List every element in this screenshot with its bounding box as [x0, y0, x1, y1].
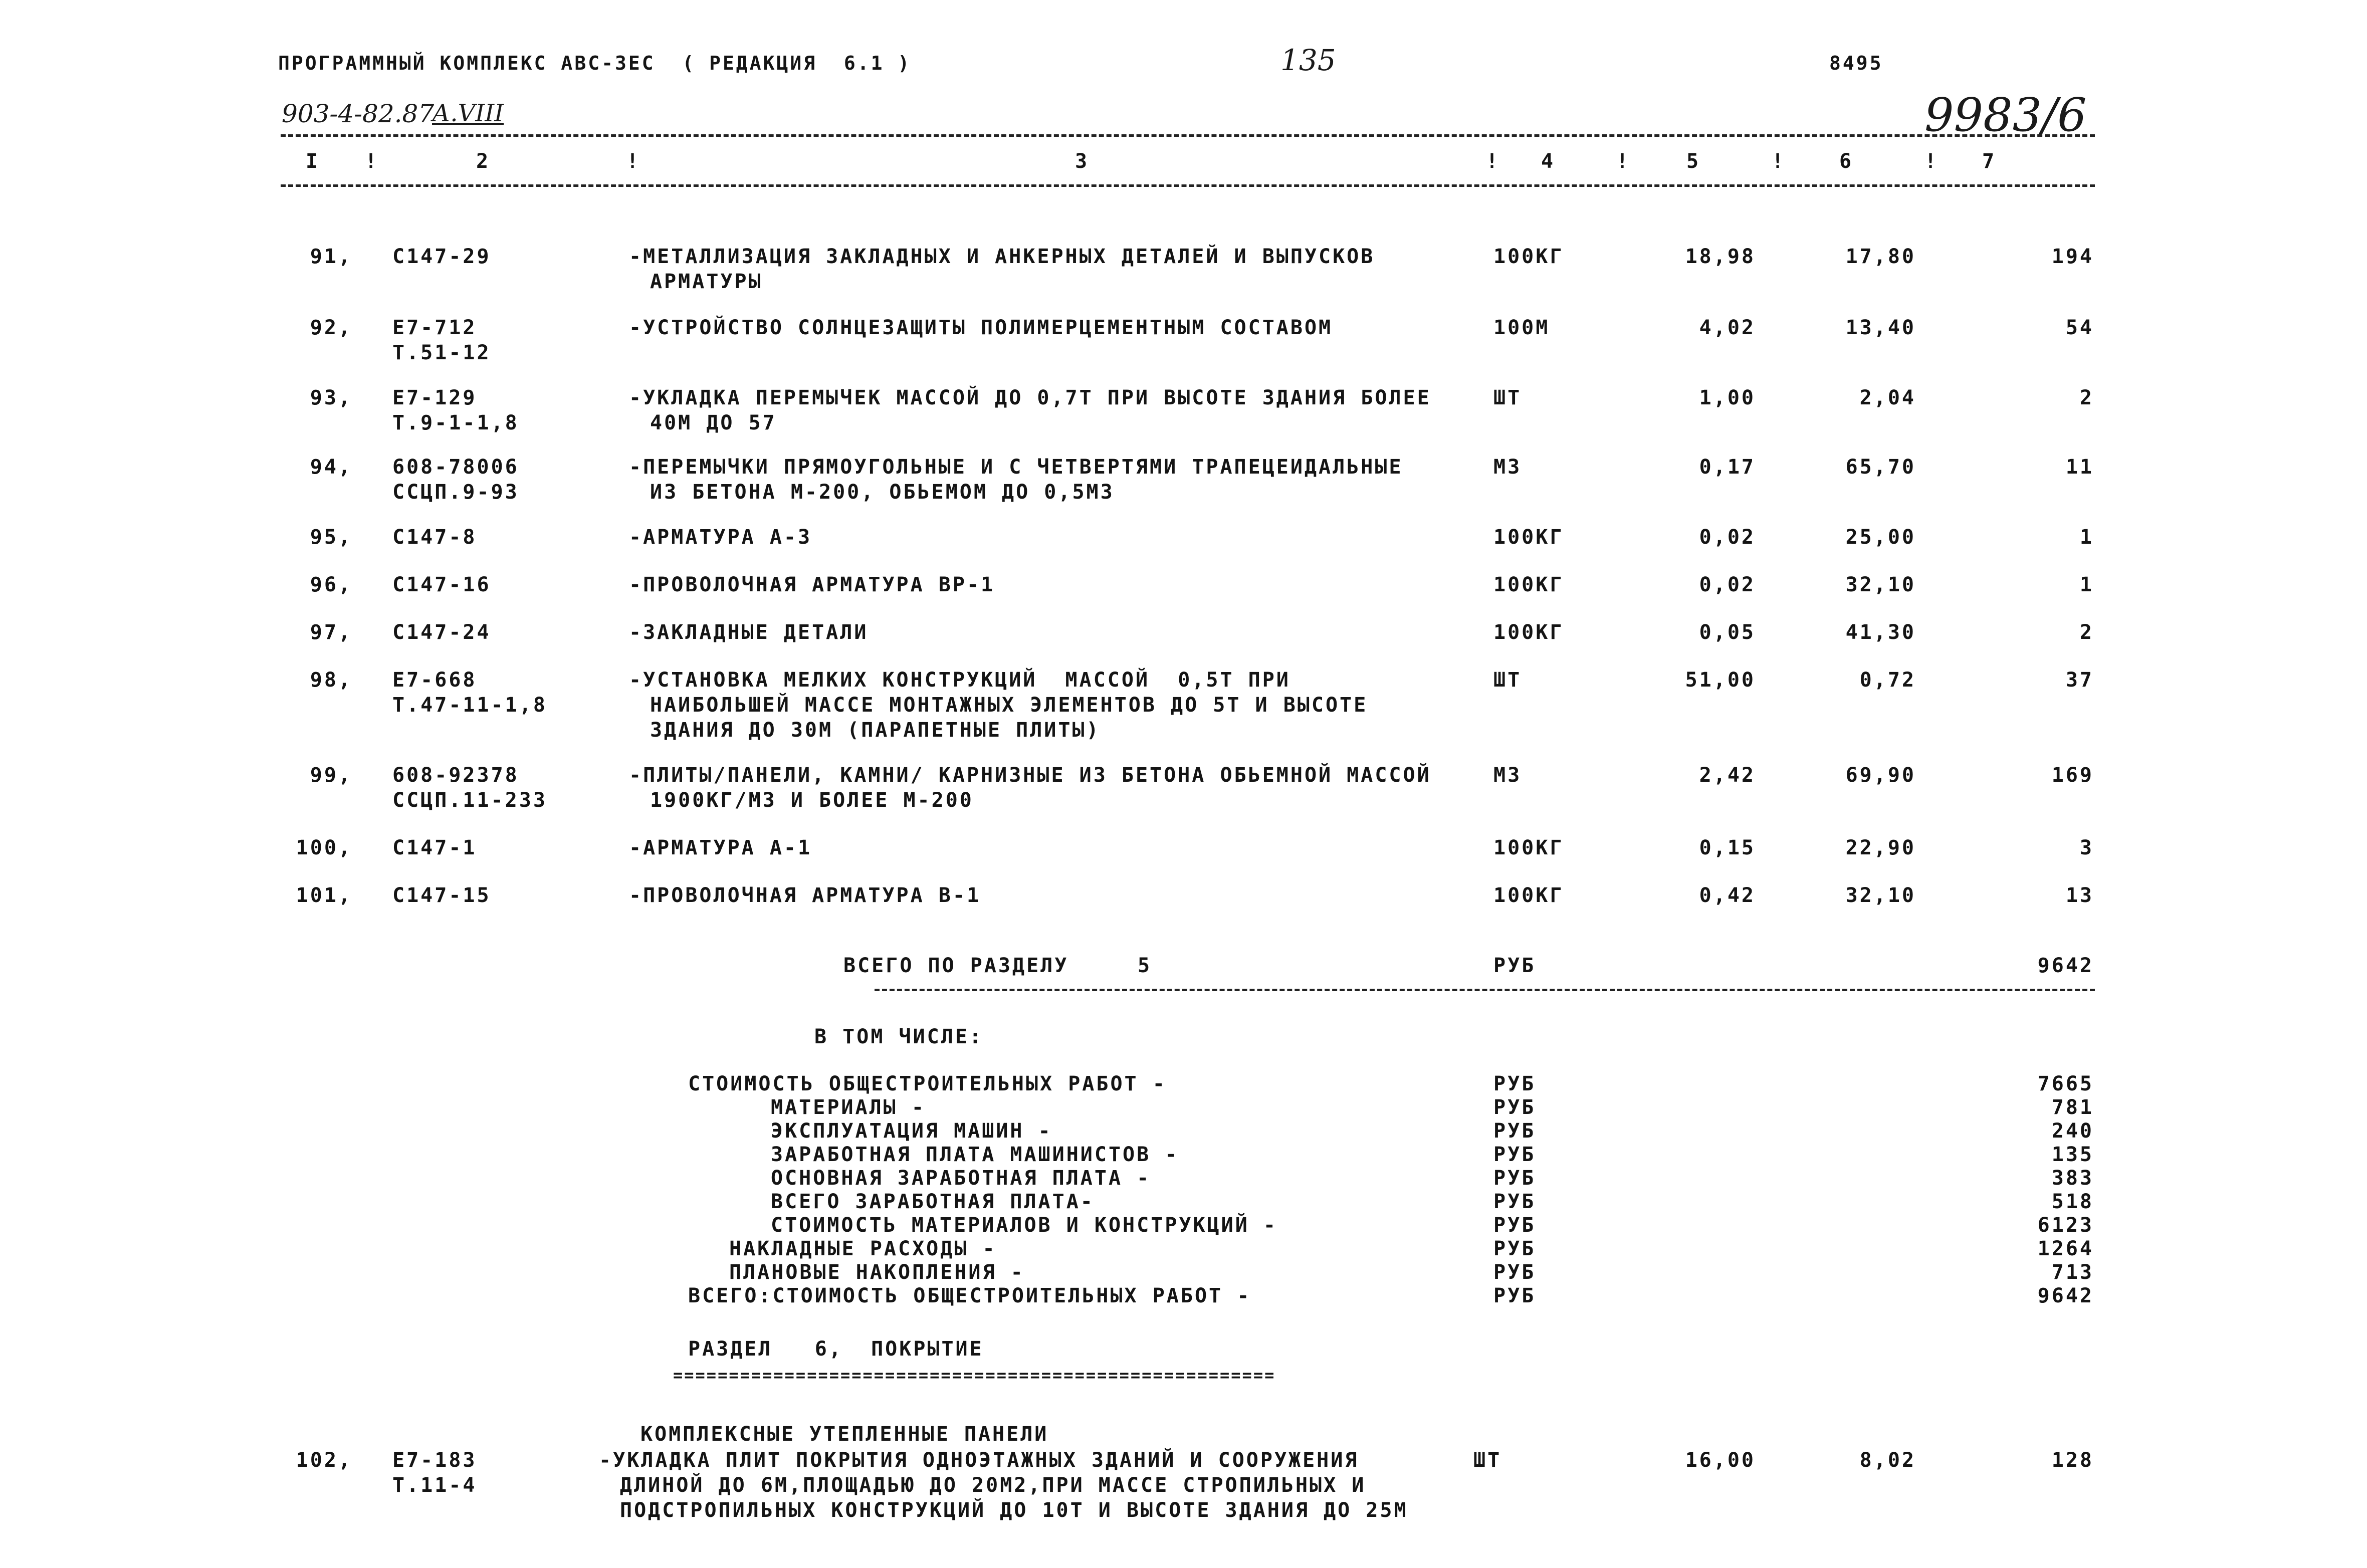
work-description: -ЗАКЛАДНЫЕ ДЕТАЛИ: [629, 621, 869, 644]
work-description: -ПЛИТЫ/ПАНЕЛИ, КАМНИ/ КАРНИЗНЫЕ ИЗ БЕТОНА ОБЬЕМНОЙ МАССОЙ: [629, 764, 1431, 787]
quantity: 0,42: [1699, 884, 1756, 907]
total-cost: 2: [2079, 386, 2094, 409]
work-description: 1900КГ/М3 И БОЛЕЕ М-200: [650, 789, 974, 812]
breakdown-label: ВСЕГО:СТОИМОСТЬ ОБЩЕСТРОИТЕЛЬНЫХ РАБОТ -: [688, 1284, 1251, 1307]
unit-price: 22,90: [1845, 836, 1916, 859]
unit: 100КГ: [1493, 884, 1564, 907]
row-number: 98,: [310, 668, 352, 692]
row-number: 91,: [310, 245, 352, 268]
breakdown-label: СТОИМОСТЬ МАТЕРИАЛОВ И КОНСТРУКЦИЙ -: [771, 1214, 1277, 1237]
col-num-6: 6: [1839, 150, 1854, 173]
row-number: 94,: [310, 456, 352, 479]
col-num-7: 7: [1982, 150, 1997, 173]
quantity: 16,00: [1685, 1449, 1756, 1472]
program-title: ПРОГРАММНЫЙ КОМПЛЕКС АВС-3ЕС ( РЕДАКЦИЯ 6.1 ): [278, 52, 912, 74]
section-heading: РАЗДЕЛ 6, ПОКРЫТИЕ: [688, 1337, 984, 1361]
unit-price: 65,70: [1845, 456, 1916, 479]
quantity: 51,00: [1685, 668, 1756, 692]
including-label: В ТОМ ЧИСЛЕ:: [814, 1025, 983, 1048]
rate-code: Е7-668: [392, 668, 477, 692]
rate-table-ref: Т.11-4: [392, 1474, 477, 1497]
col-sep-4: !: [1486, 150, 1500, 173]
breakdown-unit: РУБ: [1493, 1284, 1536, 1307]
row-number: 93,: [310, 386, 352, 409]
breakdown-label: ЭКСПЛУАТАЦИЯ МАШИН -: [771, 1119, 1052, 1143]
unit: ШТ: [1493, 386, 1522, 409]
header-rule-bottom: [281, 184, 2095, 187]
rate-code: С147-16: [392, 573, 491, 596]
col-sep-2: !: [365, 150, 379, 173]
work-description: 40М ДО 57: [650, 411, 777, 434]
rate-table-ref: Т.47-11-1,8: [392, 694, 547, 717]
breakdown-unit: РУБ: [1493, 1096, 1536, 1119]
section-total-number: 5: [1138, 954, 1152, 977]
col-sep-3: !: [626, 150, 641, 173]
col-sep-7: !: [1924, 150, 1939, 173]
rate-code: С147-24: [392, 621, 491, 644]
total-cost: 169: [2051, 764, 2094, 787]
breakdown-value: 135: [2051, 1143, 2094, 1166]
total-cost: 54: [2065, 316, 2094, 339]
total-cost: 2: [2079, 621, 2094, 644]
unit: 100КГ: [1493, 836, 1564, 859]
breakdown-label: СТОИМОСТЬ ОБЩЕСТРОИТЕЛЬНЫХ РАБОТ -: [688, 1072, 1167, 1095]
breakdown-unit: РУБ: [1493, 1072, 1536, 1095]
breakdown-unit: РУБ: [1493, 1190, 1536, 1213]
rate-table-ref: Т.51-12: [392, 341, 491, 364]
quantity: 4,02: [1699, 316, 1756, 339]
unit: 100КГ: [1493, 621, 1564, 644]
work-description: ИЗ БЕТОНА М-200, ОБЬЕМОМ ДО 0,5М3: [650, 481, 1115, 504]
col-num-2: 2: [476, 150, 491, 173]
unit: М3: [1493, 764, 1522, 787]
row-number: 99,: [310, 764, 352, 787]
breakdown-value: 383: [2051, 1167, 2094, 1190]
work-description: -ПРОВОЛОЧНАЯ АРМАТУРА В-1: [629, 884, 981, 907]
col-num-4: 4: [1541, 150, 1556, 173]
group-title: КОМПЛЕКСНЫЕ УТЕПЛЕННЫЕ ПАНЕЛИ: [640, 1423, 1049, 1446]
breakdown-label: ЗАРАБОТНАЯ ПЛАТА МАШИНИСТОВ -: [771, 1143, 1179, 1166]
total-cost: 1: [2079, 526, 2094, 549]
col-sep-6: !: [1772, 150, 1786, 173]
work-description: -ПЕРЕМЫЧКИ ПРЯМОУГОЛЬНЫЕ И С ЧЕТВЕРТЯМИ ТРАПЕЦЕИДАЛЬНЫЕ: [629, 456, 1403, 479]
rate-code: С147-29: [392, 245, 491, 268]
work-description: НАИБОЛЬШЕЙ МАССЕ МОНТАЖНЫХ ЭЛЕМЕНТОВ ДО 5Т И ВЫСОТЕ: [650, 694, 1368, 717]
work-description: ПОДСТРОПИЛЬНЫХ КОНСТРУКЦИЙ ДО 10Т И ВЫСОТЕ ЗДАНИЯ ДО 25М: [620, 1499, 1408, 1522]
header-rule-top: [281, 134, 2095, 137]
breakdown-value: 781: [2051, 1096, 2094, 1119]
section-heading-underline: ======================================================: [673, 1366, 1276, 1385]
unit-price: 2,04: [1859, 386, 1916, 409]
row-number: 95,: [310, 526, 352, 549]
total-cost: 37: [2065, 668, 2094, 692]
work-description: -ПРОВОЛОЧНАЯ АРМАТУРА ВР-1: [629, 573, 995, 596]
row-number: 97,: [310, 621, 352, 644]
unit-price: 8,02: [1859, 1449, 1916, 1472]
stamp-number: 9983/6: [1924, 88, 2087, 142]
breakdown-value: 9642: [2037, 1284, 2094, 1307]
breakdown-value: 713: [2051, 1261, 2094, 1284]
unit-price: 25,00: [1845, 526, 1916, 549]
work-description: ДЛИНОЙ ДО 6М,ПЛОЩАДЬЮ ДО 20М2,ПРИ МАССЕ СТРОПИЛЬНЫХ И: [620, 1474, 1366, 1497]
work-description: -МЕТАЛЛИЗАЦИЯ ЗАКЛАДНЫХ И АНКЕРНЫХ ДЕТАЛЕЙ И ВЫПУСКОВ: [629, 245, 1375, 268]
col-num-5: 5: [1686, 150, 1701, 173]
rate-code: 608-92378: [392, 764, 519, 787]
total-cost: 128: [2051, 1449, 2094, 1472]
unit-price: 13,40: [1845, 316, 1916, 339]
quantity: 0,15: [1699, 836, 1756, 859]
page-number: 135: [1280, 43, 1336, 77]
quantity: 2,42: [1699, 764, 1756, 787]
unit-price: 17,80: [1845, 245, 1916, 268]
breakdown-unit: РУБ: [1493, 1214, 1536, 1237]
quantity: 0,02: [1699, 526, 1756, 549]
unit: 100КГ: [1493, 526, 1564, 549]
col-sep-5: !: [1616, 150, 1631, 173]
rate-code: Е7-129: [392, 386, 477, 409]
breakdown-value: 240: [2051, 1119, 2094, 1143]
quantity: 0,17: [1699, 456, 1756, 479]
row-number: 92,: [310, 316, 352, 339]
total-cost: 3: [2079, 836, 2094, 859]
breakdown-value: 7665: [2037, 1072, 2094, 1095]
unit: ШТ: [1473, 1449, 1502, 1472]
work-description: -АРМАТУРА А-3: [629, 526, 812, 549]
rate-code: С147-1: [392, 836, 477, 859]
unit: 100КГ: [1493, 245, 1564, 268]
breakdown-value: 1264: [2037, 1237, 2094, 1260]
work-description: ЗДАНИЯ ДО 30М (ПАРАПЕТНЫЕ ПЛИТЫ): [650, 719, 1101, 742]
rate-code: С147-15: [392, 884, 491, 907]
work-description: -АРМАТУРА А-1: [629, 836, 812, 859]
unit-price: 69,90: [1845, 764, 1916, 787]
work-description: -УСТАНОВКА МЕЛКИХ КОНСТРУКЦИЙ МАССОЙ 0,5Т ПРИ: [629, 668, 1290, 692]
breakdown-label: НАКЛАДНЫЕ РАСХОДЫ -: [729, 1237, 997, 1260]
total-cost: 194: [2051, 245, 2094, 268]
breakdown-unit: РУБ: [1493, 1237, 1536, 1260]
unit: 100КГ: [1493, 573, 1564, 596]
breakdown-unit: РУБ: [1493, 1167, 1536, 1190]
row-number: 102,: [296, 1449, 352, 1472]
breakdown-unit: РУБ: [1493, 1119, 1536, 1143]
section-total-value: 9642: [2037, 954, 2094, 977]
total-cost: 1: [2079, 573, 2094, 596]
rate-table-ref: Т.9-1-1,8: [392, 411, 519, 434]
row-number: 96,: [310, 573, 352, 596]
project-code: 903-4-82.87: [282, 99, 435, 128]
breakdown-unit: РУБ: [1493, 1143, 1536, 1166]
breakdown-unit: РУБ: [1493, 1261, 1536, 1284]
section-total-unit: РУБ: [1493, 954, 1536, 977]
unit-price: 32,10: [1845, 573, 1916, 596]
section-total-label: ВСЕГО ПО РАЗДЕЛУ: [843, 954, 1069, 977]
breakdown-value: 518: [2051, 1190, 2094, 1213]
col-sep-1: I: [306, 150, 320, 173]
breakdown-label: ОСНОВНАЯ ЗАРАБОТНАЯ ПЛАТА -: [771, 1167, 1151, 1190]
rate-code: 608-78006: [392, 456, 519, 479]
album-code: А.VIII: [432, 99, 504, 127]
rate-table-ref: ССЦП.11-233: [392, 789, 547, 812]
unit-price: 41,30: [1845, 621, 1916, 644]
work-description: -УКЛАДКА ПЛИТ ПОКРЫТИЯ ОДНОЭТАЖНЫХ ЗДАНИЙ И СООРУЖЕНИЯ: [599, 1449, 1359, 1472]
quantity: 0,02: [1699, 573, 1756, 596]
total-cost: 13: [2065, 884, 2094, 907]
rate-code: Е7-183: [392, 1449, 477, 1472]
row-number: 101,: [296, 884, 352, 907]
unit-price: 32,10: [1845, 884, 1916, 907]
breakdown-value: 6123: [2037, 1214, 2094, 1237]
breakdown-label: МАТЕРИАЛЫ -: [771, 1096, 926, 1119]
section-total-rule: [875, 989, 2095, 991]
breakdown-label: ВСЕГО ЗАРАБОТНАЯ ПЛАТА-: [771, 1190, 1095, 1213]
unit: 100М: [1493, 316, 1550, 339]
breakdown-label: ПЛАНОВЫЕ НАКОПЛЕНИЯ -: [729, 1261, 1025, 1284]
quantity: 1,00: [1699, 386, 1756, 409]
col-num-3: 3: [1075, 150, 1090, 173]
row-number: 100,: [296, 836, 352, 859]
total-cost: 11: [2065, 456, 2094, 479]
work-description: АРМАТУРЫ: [650, 270, 763, 293]
work-description: -УКЛАДКА ПЕРЕМЫЧЕК МАССОЙ ДО 0,7Т ПРИ ВЫСОТЕ ЗДАНИЯ БОЛЕЕ: [629, 386, 1431, 409]
work-description: -УСТРОЙСТВО СОЛНЦЕЗАЩИТЫ ПОЛИМЕРЦЕМЕНТНЫМ СОСТАВОМ: [629, 316, 1333, 339]
unit-price: 0,72: [1859, 668, 1916, 692]
rate-table-ref: ССЦП.9-93: [392, 481, 519, 504]
rate-code: Е7-712: [392, 316, 477, 339]
rate-code: С147-8: [392, 526, 477, 549]
doc-code: 8495: [1829, 52, 1883, 74]
quantity: 0,05: [1699, 621, 1756, 644]
quantity: 18,98: [1685, 245, 1756, 268]
unit: М3: [1493, 456, 1522, 479]
unit: ШТ: [1493, 668, 1522, 692]
